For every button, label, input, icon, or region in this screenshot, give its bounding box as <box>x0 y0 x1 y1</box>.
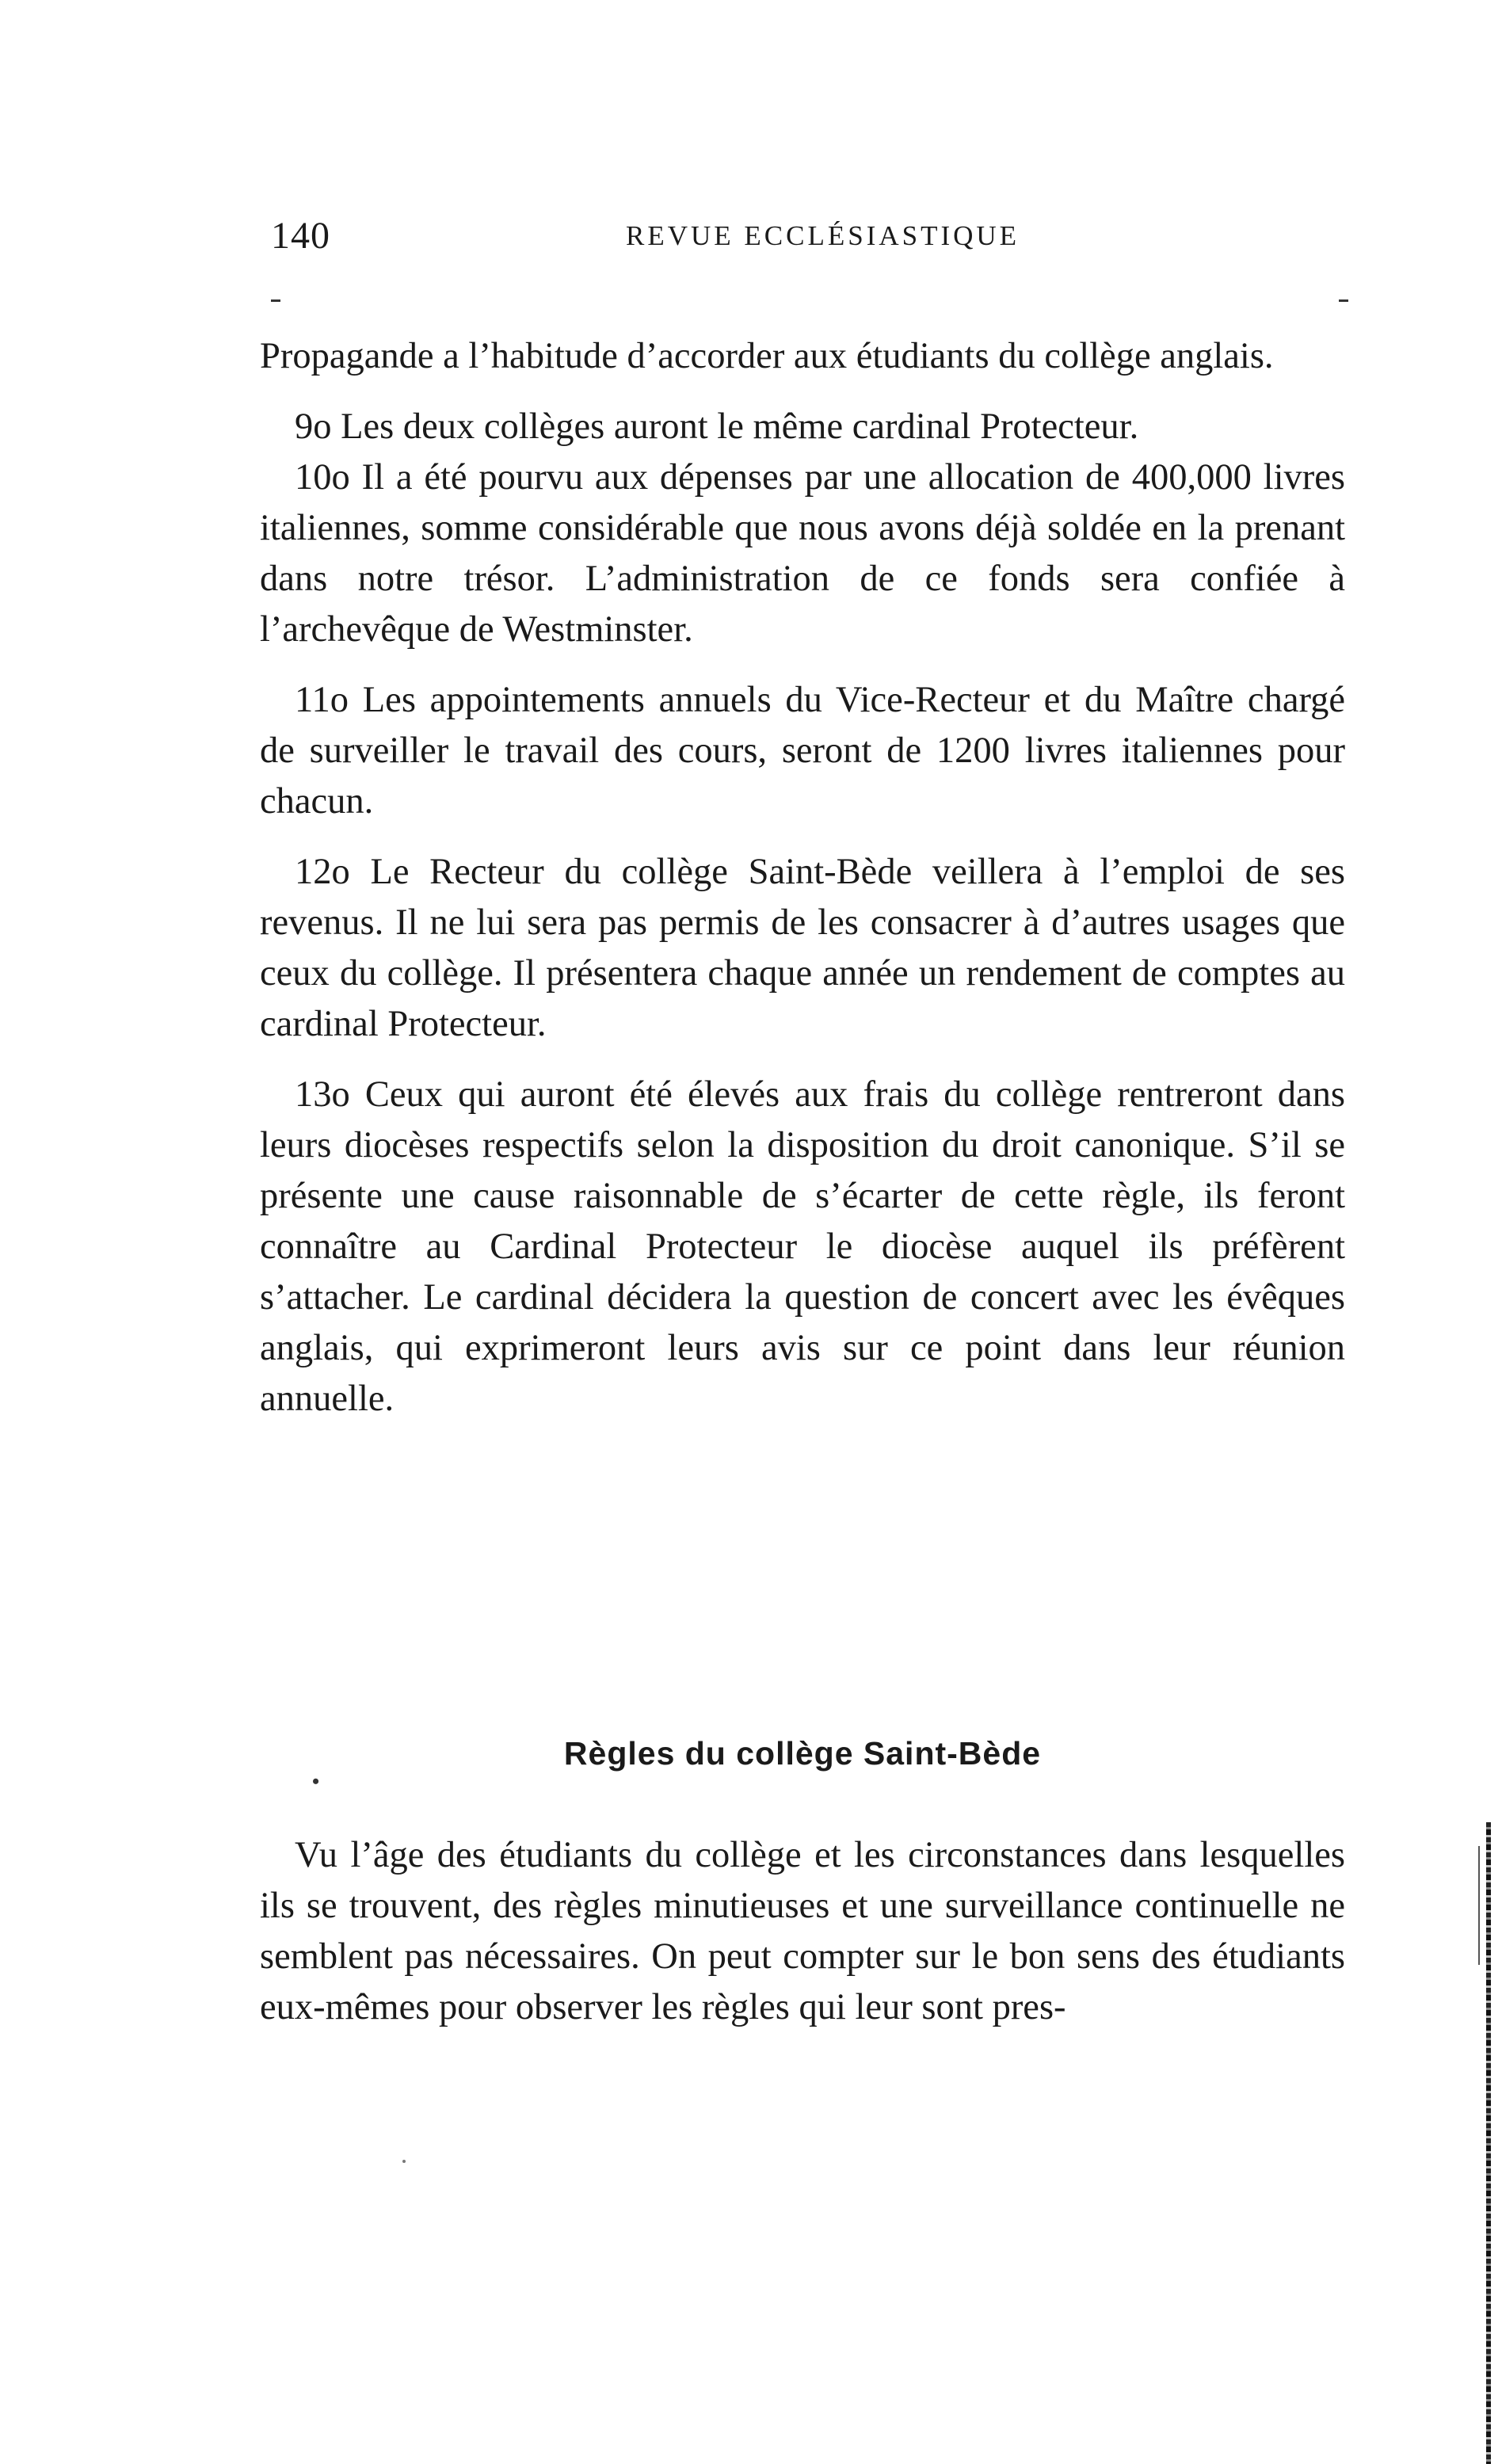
section-text-block <box>260 1830 1345 2033</box>
scan-edge-line <box>1478 1846 1480 1965</box>
paragraph-article-10: 10o Il a été pourvu aux dépenses par une allocation de 400,000 livres italiennes, somme considérable que nous avons déjà soldée en la prenant dans notre trésor. L’administration de ce fonds sera confiée à l’archevêque de Westminster. <box>260 457 1345 650</box>
main-text-block <box>260 331 1345 1425</box>
scan-speck <box>402 2160 406 2163</box>
heading-ornament-mark: • <box>312 1770 320 1793</box>
page-number: 140 <box>271 215 330 257</box>
running-head <box>261 214 1355 269</box>
paragraph-article-13: 13o Ceux qui auront été élevés aux frais du collège rentreront dans leurs diocèses respectifs selon la disposition du droit canonique. S’il se présente une cause raisonnable de s’écarter de cette règle, ils feront connaître au Cardinal Protecteur le diocèse auquel ils préfèrent s’attacher. Le cardinal décidera la question de concert avec les évêques anglais, qui exprimeront leurs avis sur ce point dans leur réunion annuelle. <box>260 1074 1345 1419</box>
header-mark-right <box>1339 299 1348 302</box>
paragraph-article-9: 9o Les deux collèges auront le même cardinal Protecteur. <box>295 406 1139 447</box>
header-mark-left <box>271 299 280 302</box>
running-title: REVUE ECCLÉSIASTIQUE <box>626 220 1020 251</box>
scan-edge-artifact <box>1486 1822 1491 2464</box>
paragraph-rules-intro: Vu l’âge des étudiants du collège et les circonstances dans lesquelles ils se trouvent, des règles minutieuses et une surveillance continuelle ne semblent pas nécessaires. On peut compter sur le bon sens des étudiants eux-mêmes pour observer les règles qui leur sont pres- <box>260 1835 1345 2027</box>
paragraph-continuation: Propagande a l’habitude d’accorder aux étudiants du collège anglais. <box>260 336 1274 376</box>
paragraph-article-11: 11o Les appointements annuels du Vice-Recteur et du Maître chargé de surveiller le travail des cours, seront de 1200 livres italiennes pour chacun. <box>260 680 1345 822</box>
paragraph-article-12: 12o Le Recteur du collège Saint-Bède veillera à l’emploi de ses revenus. Il ne lui sera pas permis de les consacrer à d’autres usages que ceux du collège. Il présentera chaque année un rendement de comptes au cardinal Protecteur. <box>260 852 1345 1044</box>
section-heading: Règles du collège Saint-Bède <box>563 1735 1042 1772</box>
